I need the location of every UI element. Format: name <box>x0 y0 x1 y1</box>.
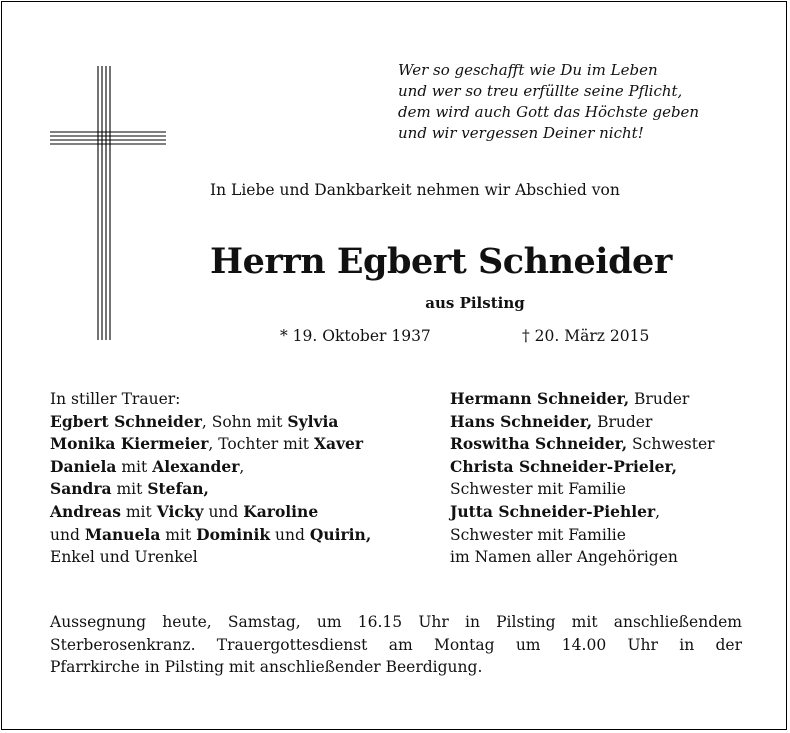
mourner-line <box>450 546 770 569</box>
mourner-line <box>450 478 770 501</box>
mourner-relation: Schwester <box>627 435 715 454</box>
mourner-name: Stefan, <box>147 479 209 499</box>
death-date: † 20. März 2015 <box>522 327 650 345</box>
mourner-line <box>50 456 430 479</box>
mourner-name: Xaver <box>313 434 364 454</box>
mourner-line <box>50 478 430 501</box>
poem-line: Wer so geschafft wie Du im Leben <box>398 61 658 79</box>
mourner-relation: und <box>50 525 85 544</box>
mourner-name: Jutta Schneider-Piehler <box>450 501 656 521</box>
mourner-line <box>50 433 430 456</box>
mourner-relation: , Tochter mit <box>208 435 314 454</box>
mourner-name: Monika Kiermeier <box>50 434 209 454</box>
mourner-name: Egbert Schneider <box>50 411 202 431</box>
mourner-line <box>450 433 770 456</box>
mourner-line <box>450 501 770 524</box>
mourner-relation: und <box>270 525 310 544</box>
mourner-name: Christa Schneider-Prieler, <box>450 456 677 476</box>
mourner-line <box>50 524 430 547</box>
mourner-line <box>450 456 770 479</box>
birth-date: * 19. Oktober 1937 <box>280 327 431 345</box>
mourner-name: Sylvia <box>287 411 339 431</box>
funeral-notice-line: Sterberosenkranz. Trauergottesdienst am Montag um 14.00 Uhr in der <box>50 635 742 654</box>
mourner-relation: mit <box>160 525 197 544</box>
funeral-notice <box>50 611 742 679</box>
mourner-name: Karoline <box>243 501 319 521</box>
mourner-name: Roswitha Schneider, <box>450 434 628 454</box>
mourner-relation: mit <box>120 502 157 521</box>
mourner-relation: Schwester mit Familie <box>450 480 626 499</box>
mourner-name: Alexander <box>152 456 240 476</box>
mourner-relation: mit <box>116 457 153 476</box>
poem-line: dem wird auch Gott das Höchste geben <box>398 103 700 121</box>
mourner-relation: , <box>655 502 661 521</box>
mourner-name: Vicky <box>156 501 204 521</box>
mourners-list-left <box>50 388 430 569</box>
mourner-line <box>50 411 430 434</box>
mourner-name: Andreas <box>50 501 121 521</box>
mourner-relation: Bruder <box>592 412 653 431</box>
mourner-name: Hermann Schneider, <box>450 389 630 408</box>
mourner-relation: im Namen aller Angehörigen <box>450 548 678 567</box>
deceased-name: Herrn Egbert Schneider <box>210 241 672 282</box>
cross-icon <box>50 66 166 340</box>
mourner-line <box>50 501 430 524</box>
poem-line: und wer so treu erfüllte seine Pflicht, <box>398 82 683 100</box>
mourner-relation: In stiller Trauer: <box>50 390 181 408</box>
mourner-name: Hans Schneider, <box>450 411 593 431</box>
funeral-notice-line: Aussegnung heute, Samstag, um 16.15 Uhr in Pilsting mit anschließendem <box>50 613 742 631</box>
mourners-list-right <box>450 388 770 569</box>
mourner-name: Dominik <box>196 524 271 544</box>
mourner-name: Daniela <box>50 456 117 476</box>
farewell-intro: In Liebe und Dankbarkeit nehmen wir Abschied von <box>210 181 620 199</box>
deceased-origin: aus Pilsting <box>425 294 525 312</box>
mourner-relation: , Sohn mit <box>201 412 288 431</box>
memorial-poem <box>398 60 758 144</box>
mourner-relation: , <box>239 457 245 476</box>
mourner-name: Sandra <box>50 479 112 499</box>
mourner-line <box>50 546 430 569</box>
mourner-line <box>450 388 770 411</box>
mourner-relation: Schwester mit Familie <box>450 525 626 544</box>
mourner-line <box>50 388 430 411</box>
funeral-notice-line: Pfarrkirche in Pilsting mit anschließender Beerdigung. <box>50 658 483 677</box>
mourner-name: Manuela <box>84 524 161 544</box>
mourner-relation: mit <box>111 480 148 499</box>
mourner-relation: und <box>203 502 244 521</box>
mourner-relation: Bruder <box>629 390 690 408</box>
mourner-line <box>450 411 770 434</box>
poem-line: und wir vergessen Deiner nicht! <box>398 124 644 142</box>
mourner-relation: Enkel und Urenkel <box>50 548 198 567</box>
mourner-name: Quirin, <box>309 524 372 544</box>
mourner-line <box>450 524 770 547</box>
